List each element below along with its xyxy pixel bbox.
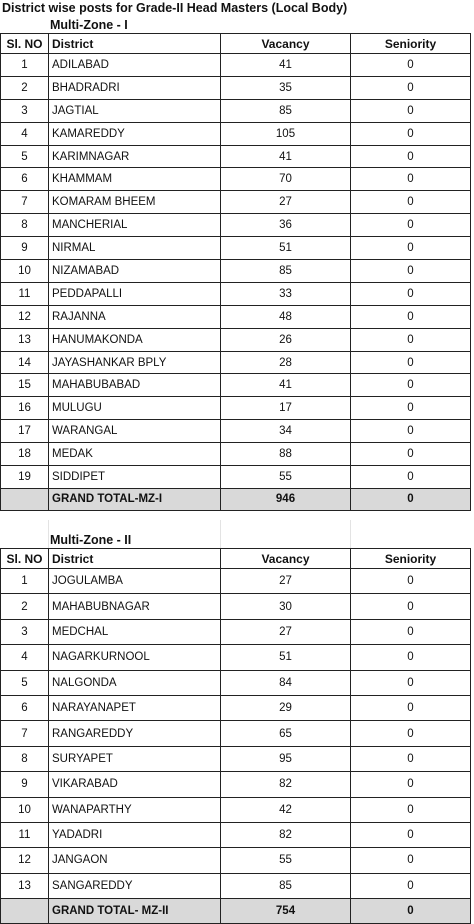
- cell-vacancy: 82: [221, 822, 351, 847]
- cell-district: MEDAK: [49, 443, 221, 466]
- table-row: [1, 122, 471, 145]
- cell-vacancy: 41: [221, 54, 351, 77]
- cell-vacancy: 42: [221, 797, 351, 822]
- cell-district: VIKARABAD: [49, 772, 221, 797]
- header-district: District: [49, 549, 221, 569]
- table-row: [1, 443, 471, 466]
- header-seniority: Seniority: [351, 34, 471, 54]
- zone-title-2: Multi-Zone - II: [50, 533, 132, 547]
- cell-seniority: 0: [351, 772, 471, 797]
- cell-district: KAMAREDDY: [49, 122, 221, 145]
- cell-vacancy: 28: [221, 351, 351, 374]
- cell-sl-no: 13: [1, 328, 49, 351]
- cell-district: KHAMMAM: [49, 168, 221, 191]
- table-row: [1, 76, 471, 99]
- cell-vacancy: 35: [221, 76, 351, 99]
- cell-seniority: 0: [351, 721, 471, 746]
- header-seniority: Seniority: [351, 549, 471, 569]
- cell-sl-no: 17: [1, 420, 49, 443]
- gridline: [48, 520, 49, 548]
- cell-vacancy: 41: [221, 145, 351, 168]
- table-row: [1, 328, 471, 351]
- table-row: [1, 145, 471, 168]
- grand-total-row: [1, 488, 471, 510]
- cell-vacancy: 85: [221, 260, 351, 283]
- cell-vacancy: 85: [221, 99, 351, 122]
- cell-vacancy: 41: [221, 374, 351, 397]
- cell-district: RANGAREDDY: [49, 721, 221, 746]
- cell-seniority: 0: [351, 282, 471, 305]
- cell-seniority: 0: [351, 695, 471, 720]
- cell-vacancy: 33: [221, 282, 351, 305]
- cell-sl-no: 1: [1, 569, 49, 594]
- table-row: [1, 260, 471, 283]
- cell-district: NARAYANAPET: [49, 695, 221, 720]
- cell-vacancy: 27: [221, 569, 351, 594]
- cell-vacancy: 17: [221, 397, 351, 420]
- cell-district: SURYAPET: [49, 746, 221, 771]
- zone-title-1: Multi-Zone - I: [50, 18, 128, 32]
- cell-vacancy: 65: [221, 721, 351, 746]
- cell-district: JOGULAMBA: [49, 569, 221, 594]
- cell-vacancy: 51: [221, 237, 351, 260]
- cell-sl-no: 19: [1, 466, 49, 489]
- cell-district: MAHABUBNAGAR: [49, 594, 221, 619]
- cell-district: NALGONDA: [49, 670, 221, 695]
- cell-sl-no: 14: [1, 351, 49, 374]
- cell-seniority: 0: [351, 145, 471, 168]
- cell-vacancy: 84: [221, 670, 351, 695]
- cell-seniority: 0: [351, 374, 471, 397]
- cell-seniority: 0: [351, 351, 471, 374]
- table-row: [1, 351, 471, 374]
- table-row: [1, 420, 471, 443]
- table-row: [1, 191, 471, 214]
- header-district: District: [49, 34, 221, 54]
- cell-seniority: 0: [351, 797, 471, 822]
- cell-sl-no: 3: [1, 99, 49, 122]
- cell-vacancy: 51: [221, 645, 351, 670]
- cell-sl-no: 7: [1, 191, 49, 214]
- cell-district: WARANGAL: [49, 420, 221, 443]
- cell-seniority: 0: [351, 54, 471, 77]
- cell-seniority: 0: [351, 237, 471, 260]
- cell-vacancy: 70: [221, 168, 351, 191]
- vacancy-table-zone-2: [0, 548, 471, 924]
- cell-vacancy: 29: [221, 695, 351, 720]
- table-row: [1, 569, 471, 594]
- cell-seniority: 0: [351, 645, 471, 670]
- table-row: [1, 670, 471, 695]
- table-row: [1, 645, 471, 670]
- cell-district: SANGAREDDY: [49, 873, 221, 898]
- cell-seniority: 0: [351, 328, 471, 351]
- table-row: [1, 374, 471, 397]
- cell-seniority: 0: [351, 397, 471, 420]
- cell-vacancy: 36: [221, 214, 351, 237]
- cell-sl-no: 18: [1, 443, 49, 466]
- cell-district: PEDDAPALLI: [49, 282, 221, 305]
- cell-vacancy: 26: [221, 328, 351, 351]
- cell-seniority: 0: [351, 569, 471, 594]
- cell-district: WANAPARTHY: [49, 797, 221, 822]
- cell-district: RAJANNA: [49, 305, 221, 328]
- cell-sl-no: 12: [1, 305, 49, 328]
- cell-seniority: 0: [351, 822, 471, 847]
- cell-district: NIRMAL: [49, 237, 221, 260]
- cell-seniority: 0: [351, 191, 471, 214]
- cell-sl-no: 8: [1, 214, 49, 237]
- cell-sl-no: 5: [1, 145, 49, 168]
- cell-district: MULUGU: [49, 397, 221, 420]
- cell-sl-no: 9: [1, 237, 49, 260]
- cell-seniority: 0: [351, 168, 471, 191]
- cell-district: JANGAON: [49, 848, 221, 873]
- table-row: [1, 873, 471, 898]
- cell-sl-no: 6: [1, 695, 49, 720]
- cell-sl-no: 4: [1, 122, 49, 145]
- vacancy-table-zone-1: [0, 33, 471, 511]
- table-row: [1, 466, 471, 489]
- header-sl-no: Sl. NO: [1, 549, 49, 569]
- cell-sl-no: 10: [1, 797, 49, 822]
- cell-vacancy: 27: [221, 619, 351, 644]
- cell-seniority: 0: [351, 466, 471, 489]
- cell-vacancy: 105: [221, 122, 351, 145]
- cell-seniority: 0: [351, 848, 471, 873]
- cell-district: NIZAMABAD: [49, 260, 221, 283]
- grand-total-label: GRAND TOTAL-MZ-I: [49, 488, 221, 510]
- grand-total-row: [1, 899, 471, 924]
- cell-vacancy: 55: [221, 848, 351, 873]
- cell-seniority: 0: [351, 214, 471, 237]
- cell-district: KOMARAM BHEEM: [49, 191, 221, 214]
- header-vacancy: Vacancy: [221, 549, 351, 569]
- cell-seniority: 0: [351, 746, 471, 771]
- table-row: [1, 848, 471, 873]
- cell-blank: [1, 899, 49, 924]
- table-row: [1, 695, 471, 720]
- cell-sl-no: 3: [1, 619, 49, 644]
- cell-seniority: 0: [351, 443, 471, 466]
- cell-sl-no: 2: [1, 76, 49, 99]
- cell-seniority: 0: [351, 260, 471, 283]
- cell-seniority: 0: [351, 76, 471, 99]
- table-header-row: [1, 34, 471, 54]
- cell-sl-no: 13: [1, 873, 49, 898]
- cell-district: MANCHERIAL: [49, 214, 221, 237]
- cell-district: ADILABAD: [49, 54, 221, 77]
- cell-vacancy: 88: [221, 443, 351, 466]
- cell-seniority: 0: [351, 594, 471, 619]
- header-vacancy: Vacancy: [221, 34, 351, 54]
- grand-total-vacancy: 754: [221, 899, 351, 924]
- table-row: [1, 305, 471, 328]
- cell-vacancy: 27: [221, 191, 351, 214]
- cell-district: MAHABUBABAD: [49, 374, 221, 397]
- cell-sl-no: 15: [1, 374, 49, 397]
- cell-sl-no: 6: [1, 168, 49, 191]
- cell-seniority: 0: [351, 420, 471, 443]
- cell-sl-no: 2: [1, 594, 49, 619]
- page-title: District wise posts for Grade-II Head Masters (Local Body): [2, 1, 348, 15]
- gridline: [350, 520, 351, 548]
- table-row: [1, 594, 471, 619]
- cell-district: MEDCHAL: [49, 619, 221, 644]
- cell-seniority: 0: [351, 99, 471, 122]
- table-row: [1, 214, 471, 237]
- cell-vacancy: 34: [221, 420, 351, 443]
- table-header-row: [1, 549, 471, 569]
- cell-district: JAGTIAL: [49, 99, 221, 122]
- cell-seniority: 0: [351, 122, 471, 145]
- grand-total-vacancy: 946: [221, 488, 351, 510]
- table-row: [1, 282, 471, 305]
- cell-vacancy: 55: [221, 466, 351, 489]
- cell-vacancy: 95: [221, 746, 351, 771]
- table-row: [1, 237, 471, 260]
- table-row: [1, 721, 471, 746]
- cell-seniority: 0: [351, 670, 471, 695]
- table-row: [1, 772, 471, 797]
- table-row: [1, 746, 471, 771]
- cell-district: NAGARKURNOOL: [49, 645, 221, 670]
- cell-sl-no: 4: [1, 645, 49, 670]
- table-row: [1, 99, 471, 122]
- cell-sl-no: 11: [1, 282, 49, 305]
- cell-sl-no: 11: [1, 822, 49, 847]
- table-row: [1, 397, 471, 420]
- cell-sl-no: 9: [1, 772, 49, 797]
- table-row: [1, 54, 471, 77]
- cell-seniority: 0: [351, 305, 471, 328]
- cell-sl-no: 16: [1, 397, 49, 420]
- cell-vacancy: 48: [221, 305, 351, 328]
- table-row: [1, 168, 471, 191]
- gridline: [220, 520, 221, 548]
- table-row: [1, 822, 471, 847]
- cell-district: SIDDIPET: [49, 466, 221, 489]
- cell-vacancy: 30: [221, 594, 351, 619]
- cell-vacancy: 82: [221, 772, 351, 797]
- table-row: [1, 619, 471, 644]
- cell-sl-no: 7: [1, 721, 49, 746]
- cell-district: BHADRADRI: [49, 76, 221, 99]
- table-row: [1, 797, 471, 822]
- cell-sl-no: 5: [1, 670, 49, 695]
- cell-seniority: 0: [351, 619, 471, 644]
- cell-sl-no: 1: [1, 54, 49, 77]
- cell-seniority: 0: [351, 873, 471, 898]
- cell-sl-no: 8: [1, 746, 49, 771]
- cell-vacancy: 85: [221, 873, 351, 898]
- cell-district: JAYASHANKAR BPLY: [49, 351, 221, 374]
- cell-sl-no: 12: [1, 848, 49, 873]
- cell-district: HANUMAKONDA: [49, 328, 221, 351]
- grand-total-label: GRAND TOTAL- MZ-II: [49, 899, 221, 924]
- grand-total-seniority: 0: [351, 899, 471, 924]
- cell-district: KARIMNAGAR: [49, 145, 221, 168]
- cell-sl-no: 10: [1, 260, 49, 283]
- cell-district: YADADRI: [49, 822, 221, 847]
- grand-total-seniority: 0: [351, 488, 471, 510]
- cell-blank: [1, 488, 49, 510]
- header-sl-no: Sl. NO: [1, 34, 49, 54]
